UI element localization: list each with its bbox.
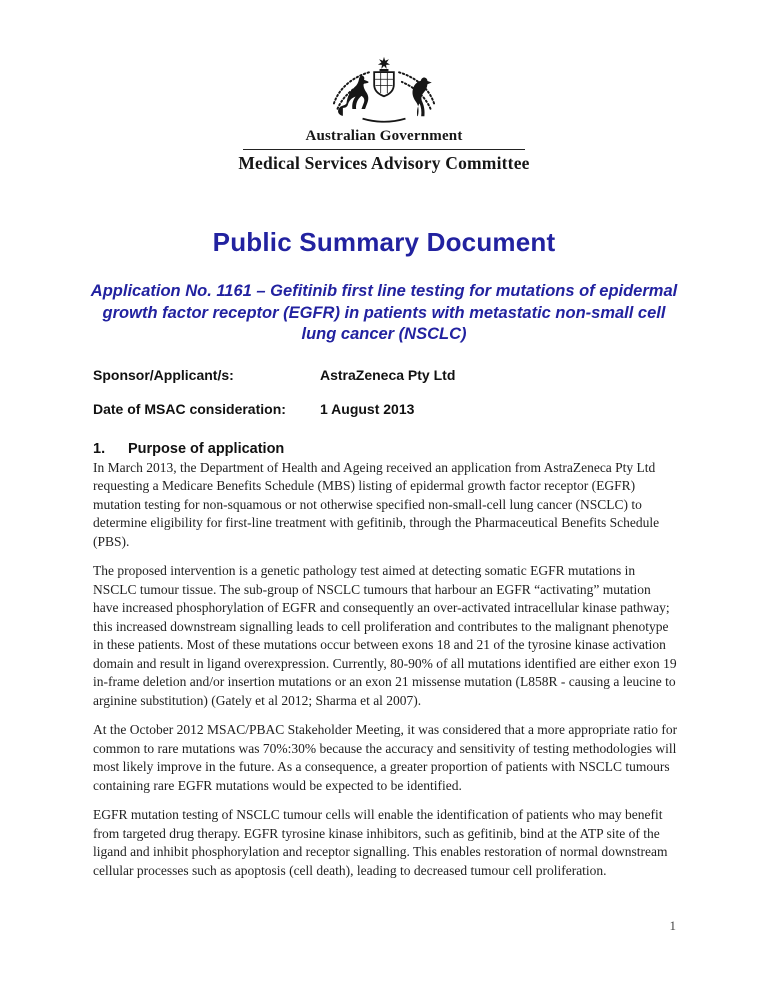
document-meta (93, 367, 676, 417)
header-divider (243, 149, 525, 150)
committee-title: Medical Services Advisory Committee (238, 153, 530, 173)
application-title: Application No. 1161 – Gefitinib first line testing for mutations of epidermal growth factor receptor (EGFR) in patients with metastatic non-small cell lung cancer (NSCLC) (90, 282, 678, 343)
purpose-paragraph-1: In March 2013, the Department of Health and Ageing received an application from AstraZeneca Pty Ltd requesting a Medicare Benefits Schedule (MBS) listing of epidermal growth factor receptor (EGFR) mutation testing for non-squamous or not otherwise specified non-small-cell lung cancer (NSCLC) to determine eligibility for first-line treatment with gefitinib, through the Pharmaceutical Benefits Schedule (PBS). (93, 459, 660, 549)
page-footer (670, 918, 677, 934)
msac-date-row (93, 401, 676, 417)
sponsor-row (93, 367, 676, 383)
section-heading (93, 441, 678, 457)
page-title: Public Summary Document (212, 227, 556, 257)
document-header (0, 0, 768, 174)
section-title: Purpose of application (128, 440, 285, 457)
government-title: Australian Government (305, 128, 463, 144)
msac-date-label: Date of MSAC consideration: (93, 400, 286, 417)
purpose-paragraph-4: EGFR mutation testing of NSCLC tumour cells will enable the identification of patients who may benefit from targeted drug therapy. EGFR tyrosine kinase inhibitors, such as gefitinib, bind at the ATP site of the ligand and inhibit phosphorylation and receptor signalling. This enables restoration of normal downstream cellular processes such as apoptosis (cell death), leading to decreased tumour cell proliferation. (93, 807, 668, 878)
star-icon (378, 57, 390, 69)
msac-date-value: 1 August 2013 (320, 400, 415, 417)
sponsor-label: Sponsor/Applicant/s: (93, 366, 234, 383)
shield-icon (374, 72, 394, 96)
section-purpose-of-application (93, 441, 678, 881)
purpose-paragraph-2: The proposed intervention is a genetic pathology test aimed at detecting somatic EGFR mutations in NSCLC tumour tissue. The sub-group of NSCLC tumours that harbour an EGFR “activating” mutation have increased phosphorylation of EGFR and consequently an over-activated intracellular kinase pathway; this increased downstream signalling leads to cell proliferation and contributes to the malignant phenotype in these patients. Most of these mutations occur between exons 18 and 21 of the tyrosine kinase activation domain and result in ligand overexpression. Currently, 80-90% of all mutations identified are either exon 19 in-frame deletion and/or insertion mutations or an exon 21 missense mutation (L858R - causing a leucine to arginine substitution) (Gately et al 2012; Sharma et al 2007). (93, 563, 677, 708)
sponsor-value: AstraZeneca Pty Ltd (320, 366, 456, 383)
purpose-paragraph-3: At the October 2012 MSAC/PBAC Stakeholder Meeting, it was considered that a more appropriate ratio for common to rare mutations was 70%:30% because the accuracy and sensitivity of testing methodologies will most likely improve in the future. As a consequence, a greater proportion of patients with NSCLC tumours containing rare EGFR mutations would be expected to be identified. (93, 722, 678, 793)
section-number: 1. (93, 440, 106, 457)
australian-coat-of-arms-icon (0, 55, 768, 125)
page-number: 1 (669, 918, 676, 933)
